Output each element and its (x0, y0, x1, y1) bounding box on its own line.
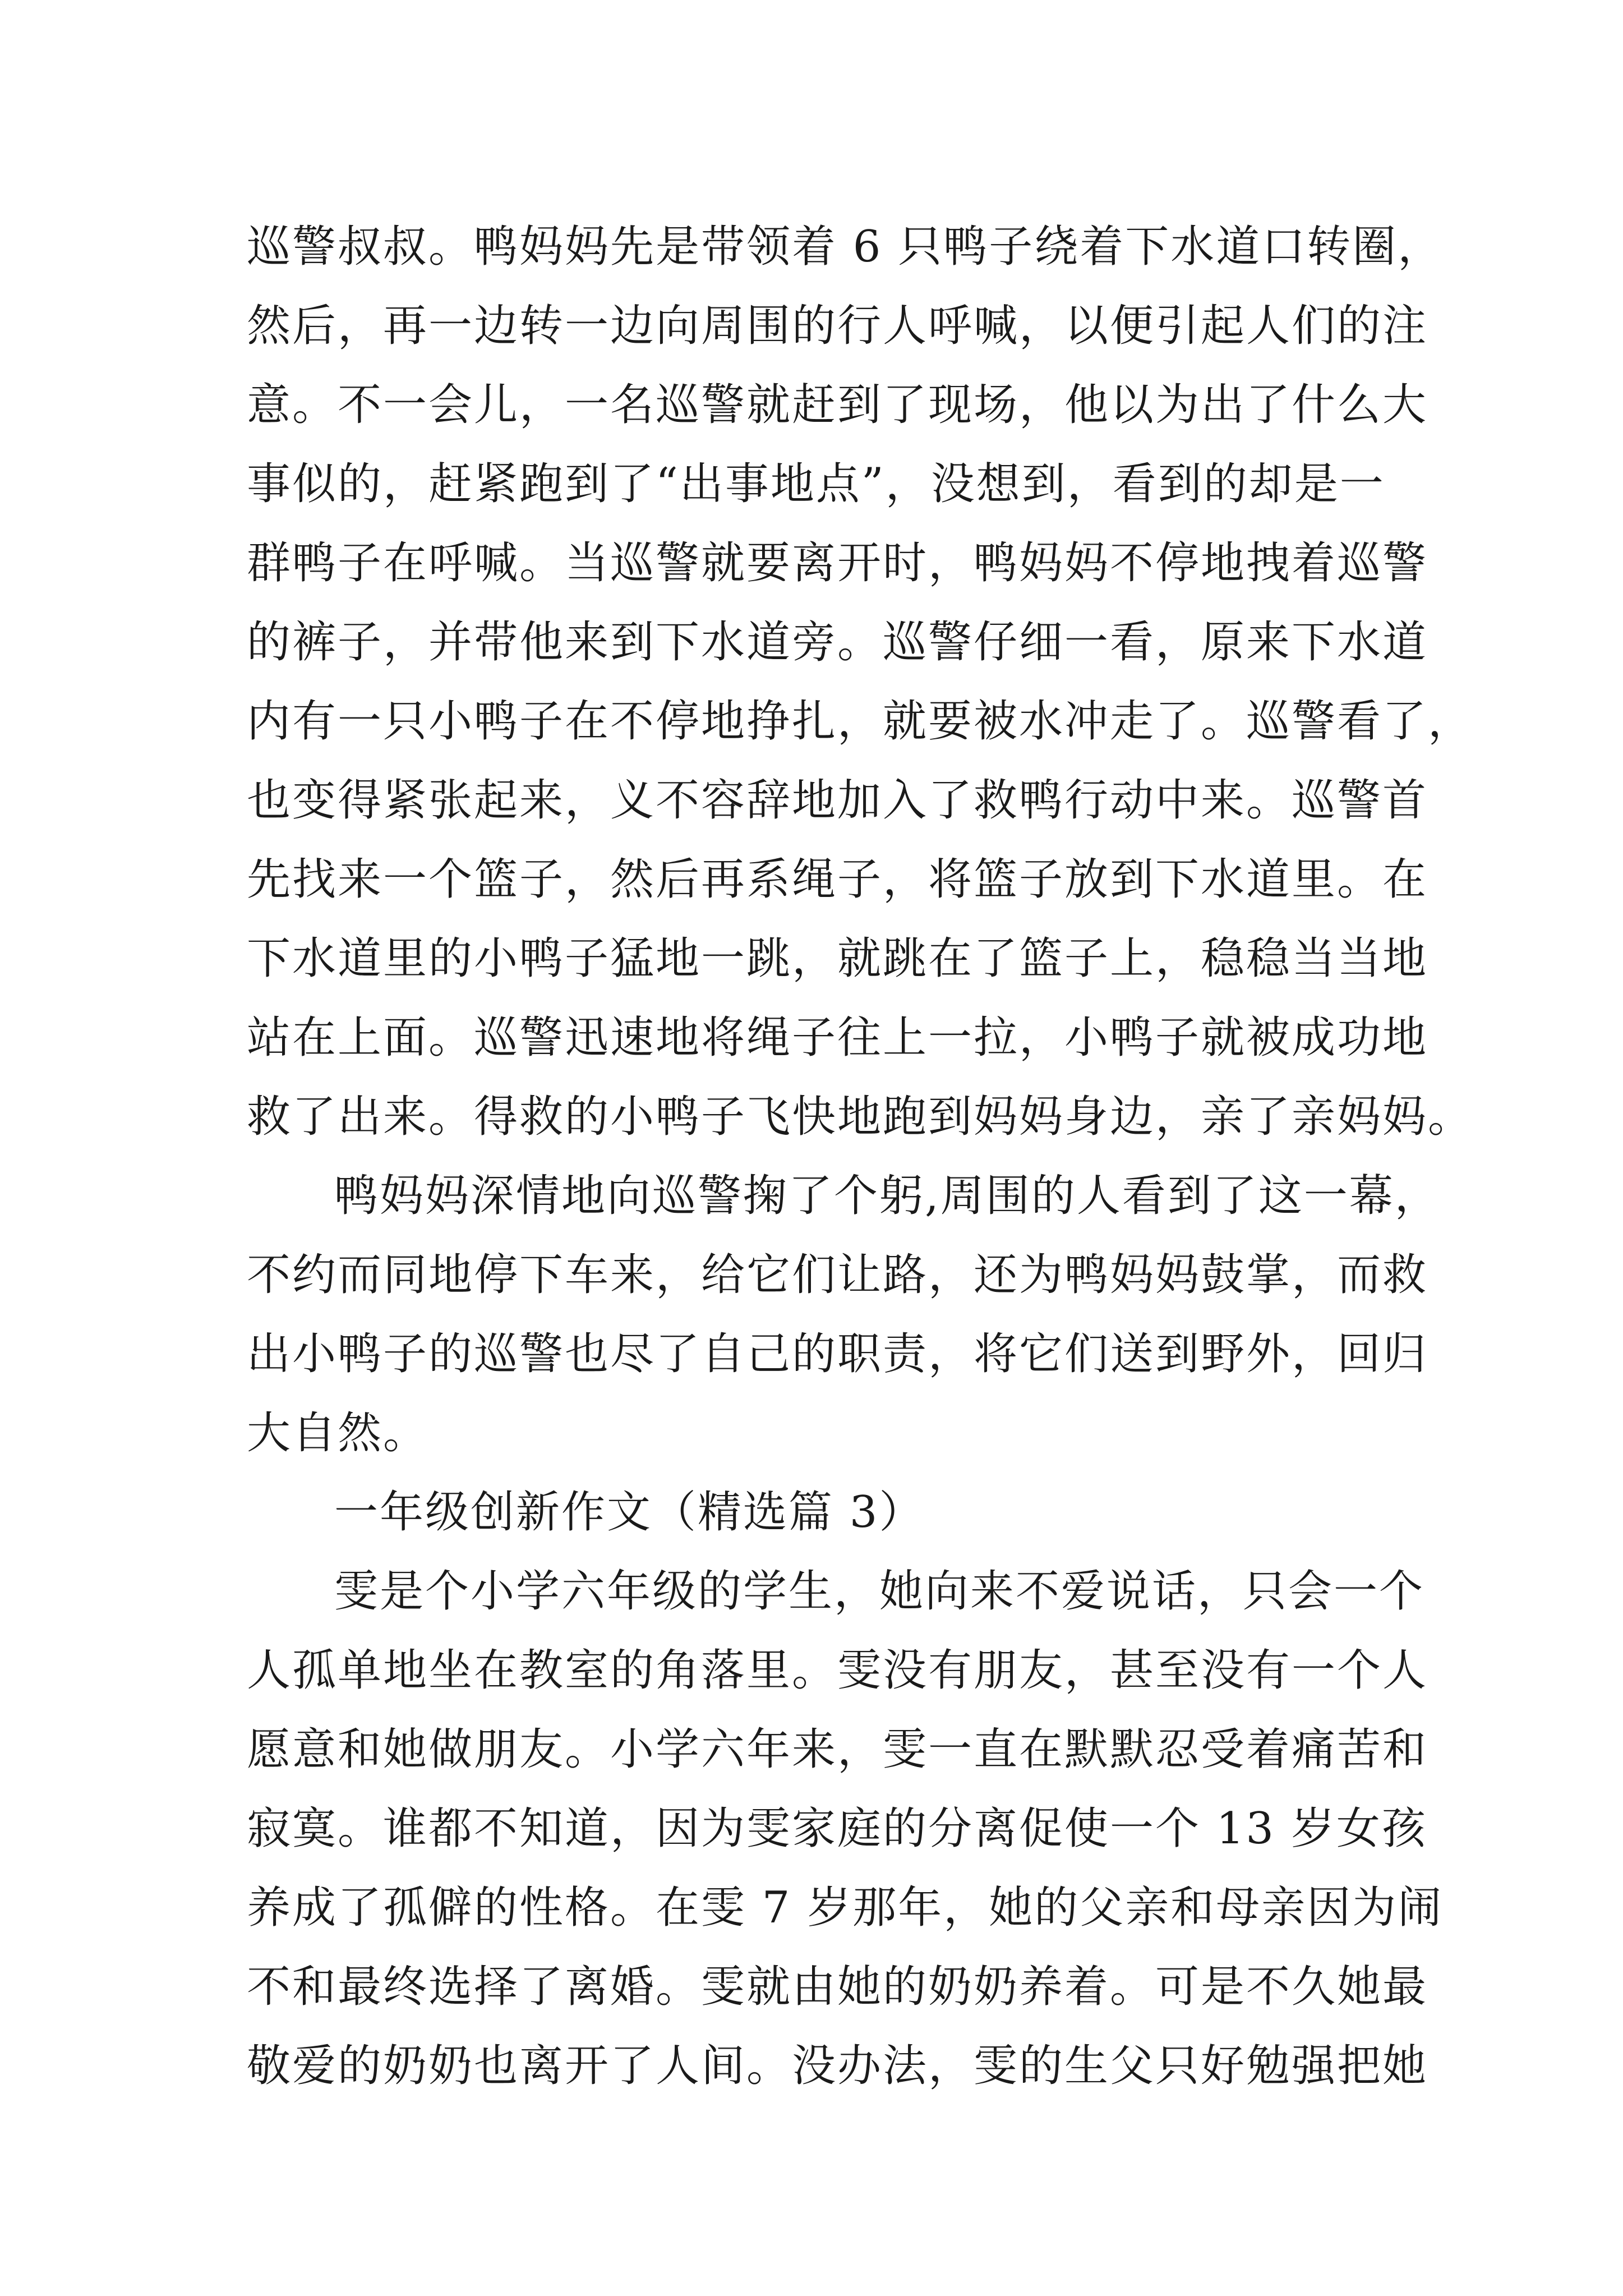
text-line: 养成了孤僻的性格。在雯 7 岁那年，她的父亲和母亲因为闹 (247, 1883, 1444, 1933)
text-line: 巡警叔叔。鸭妈妈先是带领着 6 只鸭子绕着下水道口转圈， (247, 222, 1444, 272)
text-line: 下水道里的小鸭子猛地一跳，就跳在了篮子上，稳稳当当地 (247, 933, 1428, 984)
text-line: 雯是个小学六年级的学生，她向来不爱说话，只会一个 (334, 1566, 1425, 1617)
text-line: 然后，再一边转一边向周围的行人呼喊，以便引起人们的注 (247, 301, 1428, 351)
text-line: 意。不一会儿，一名巡警就赶到了现场，他以为出了什么大 (247, 380, 1428, 430)
text-line: 寂寞。谁都不知道，因为雯家庭的分离促使一个 13 岁女孩 (247, 1803, 1427, 1854)
document-body (247, 208, 1474, 2106)
text-line: 鸭妈妈深情地向巡警掬了个躬,周围的人看到了这一幕， (334, 1171, 1440, 1221)
text-line: 大自然。 (247, 1408, 429, 1458)
text-line: 不约而同地停下车来，给它们让路，还为鸭妈妈鼓掌，而救 (247, 1250, 1428, 1300)
text-line: 愿意和她做朋友。小学六年来，雯一直在默默忍受着痛苦和 (247, 1724, 1428, 1775)
text-line: 内有一只小鸭子在不停地挣扎，就要被水冲走了。巡警看了， (247, 696, 1474, 747)
text-line: 的裤子，并带他来到下水道旁。巡警仔细一看，原来下水道 (247, 617, 1428, 668)
section-heading-text: 一年级创新作文（精选篇 3） (334, 1487, 925, 1538)
text-line: 先找来一个篮子，然后再系绳子，将篮子放到下水道里。在 (247, 854, 1428, 905)
text-line: 救了出来。得救的小鸭子飞快地跑到妈妈身边，亲了亲妈妈。 (247, 1092, 1474, 1142)
paragraph-duck-thanks (247, 1157, 1440, 1473)
text-line: 也变得紧张起来，义不容辞地加入了救鸭行动中来。巡警首 (247, 775, 1428, 826)
paragraph-duck-rescue-story (247, 208, 1474, 1157)
text-line: 敬爱的奶奶也离开了人间。没办法，雯的生父只好勉强把她 (247, 2041, 1428, 2091)
text-line: 不和最终选择了离婚。雯就由她的奶奶养着。可是不久她最 (247, 1962, 1428, 2012)
text-line: 事似的，赶紧跑到了“出事地点”，没想到，看到的却是一 (247, 459, 1385, 509)
text-line: 人孤单地坐在教室的角落里。雯没有朋友，甚至没有一个人 (247, 1645, 1428, 1696)
text-line: 出小鸭子的巡警也尽了自己的职责，将它们送到野外，回归 (247, 1329, 1428, 1379)
text-line: 站在上面。巡警迅速地将绳子往上一拉，小鸭子就被成功地 (247, 1013, 1428, 1063)
text-line: 群鸭子在呼喊。当巡警就要离开时，鸭妈妈不停地拽着巡警 (247, 538, 1428, 588)
paragraph-wen-story (247, 1552, 1444, 2106)
section-heading (247, 1473, 1380, 1552)
